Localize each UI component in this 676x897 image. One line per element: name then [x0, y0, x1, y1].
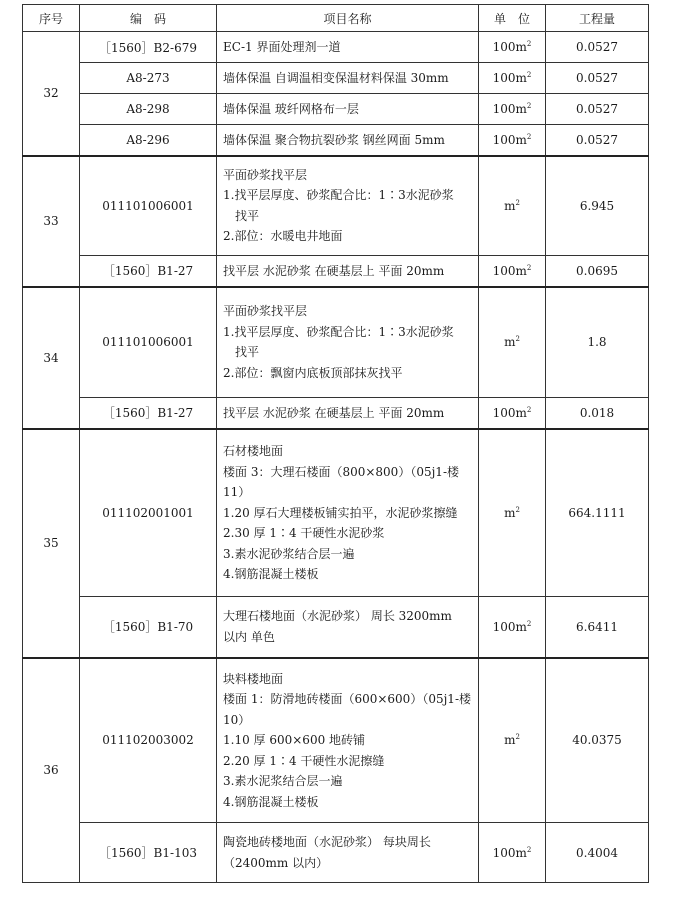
qty-cell: 0.0527 — [546, 32, 649, 63]
unit-cell — [479, 63, 546, 94]
name-line: 陶瓷地砖楼地面（水泥砂浆） 每块周长 — [223, 835, 431, 849]
name-cell — [217, 125, 479, 156]
unit-text: m — [504, 335, 516, 350]
unit-sup: 2 — [515, 335, 520, 344]
unit-text: 100m — [492, 71, 527, 85]
table-row — [23, 597, 649, 658]
unit-text: 100m — [492, 845, 527, 860]
table-row — [23, 256, 649, 287]
quantity-table — [22, 4, 649, 883]
name-line: 2.30 厚 1∶4 干硬性水泥砂浆 — [223, 526, 385, 540]
code-cell: 011102003002 — [80, 658, 217, 823]
unit-cell — [479, 287, 546, 398]
name-line: 墙体保温 聚合物抗裂砂浆 钢丝网面 5mm — [223, 132, 445, 147]
name-line: 1.找平层厚度、砂浆配合比：1∶3水泥砂浆 — [223, 188, 454, 203]
name-cell — [217, 823, 479, 883]
unit-text: 100m — [492, 263, 527, 278]
table-row — [23, 94, 649, 125]
qty-cell: 664.1111 — [546, 429, 649, 597]
header-unit: 单 位 — [479, 5, 546, 32]
name-line: （2400mm 以内） — [223, 855, 329, 870]
table-row — [23, 32, 649, 63]
unit-text: 100m — [492, 619, 527, 634]
name-line: 以内 单色 — [223, 629, 275, 644]
name-line: 墙体保温 玻纤网格布一层 — [223, 101, 359, 116]
unit-text: 100m — [492, 132, 527, 147]
name-line: 11） — [223, 485, 251, 499]
code-cell: A8-296 — [80, 125, 217, 156]
name-line: 平面砂浆找平层 — [223, 167, 308, 182]
name-line: 2.部位：水暖电井地面 — [223, 229, 343, 244]
seq-cell: 36 — [23, 658, 80, 883]
unit-cell — [479, 429, 546, 597]
qty-cell: 0.018 — [546, 398, 649, 429]
unit-cell — [479, 823, 546, 883]
name-line: EC-1 界面处理剂一道 — [223, 39, 341, 54]
name-line: 楼面 1：防滑地砖楼面（600×600）（05j1-楼 — [223, 692, 471, 706]
table-row — [23, 658, 649, 823]
name-line: 找平 — [235, 345, 260, 360]
name-line: 找平层 水泥砂浆 在硬基层上 平面 20mm — [223, 263, 445, 278]
unit-text: m — [504, 198, 516, 213]
unit-text: 100m — [492, 102, 527, 116]
qty-cell: 0.0695 — [546, 256, 649, 287]
qty-cell: 6.6411 — [546, 597, 649, 658]
unit-cell — [479, 256, 546, 287]
seq-cell: 33 — [23, 156, 80, 287]
qty-cell: 0.0527 — [546, 125, 649, 156]
unit-sup: 2 — [515, 198, 520, 207]
name-line: 4.钢筋混凝土楼板 — [223, 794, 319, 809]
name-line: 大理石楼地面（水泥砂浆） 周长 3200mm — [223, 609, 452, 624]
unit-sup: 2 — [526, 405, 532, 414]
unit-cell — [479, 156, 546, 256]
name-cell — [217, 597, 479, 658]
table-row — [23, 156, 649, 256]
name-line: 2.20 厚 1∶4 干硬性水泥擦缝 — [223, 753, 385, 768]
code-cell: 011102001001 — [80, 429, 217, 597]
unit-sup: 2 — [515, 505, 520, 514]
header-name: 项目名称 — [217, 5, 479, 32]
code-cell: 011101006001 — [80, 156, 217, 256]
table-row — [23, 398, 649, 429]
name-line: 石材楼地面 — [223, 444, 284, 458]
name-cell — [217, 398, 479, 429]
header-qty: 工程量 — [546, 5, 649, 32]
table-row — [23, 823, 649, 883]
unit-sup: 2 — [526, 263, 532, 272]
name-line: 块料楼地面 — [223, 671, 284, 686]
table-row — [23, 287, 649, 398]
name-line: 4.钢筋混凝土楼板 — [223, 567, 319, 581]
qty-cell: 40.0375 — [546, 658, 649, 823]
unit-sup: 2 — [526, 845, 532, 854]
name-cell — [217, 429, 479, 597]
table-row — [23, 429, 649, 597]
unit-text: 100m — [492, 40, 527, 54]
unit-sup: 2 — [526, 40, 532, 48]
unit-cell — [479, 398, 546, 429]
name-line: 10） — [223, 712, 251, 727]
name-line: 楼面 3：大理石楼面（800×800）（05j1-楼 — [223, 464, 459, 479]
unit-sup: 2 — [526, 132, 532, 141]
name-cell — [217, 658, 479, 823]
name-line: 找平层 水泥砂浆 在硬基层上 平面 20mm — [223, 405, 445, 420]
name-cell — [217, 63, 479, 94]
code-cell: ［1560］B2-679 — [80, 32, 217, 63]
code-cell: ［1560］B1-70 — [80, 597, 217, 658]
name-line: 墙体保温 自调温相变保温材料保温 30mm — [223, 70, 449, 85]
qty-cell: 6.945 — [546, 156, 649, 256]
unit-cell — [479, 658, 546, 823]
qty-cell: 0.4004 — [546, 823, 649, 883]
unit-sup: 2 — [526, 71, 532, 79]
header-row — [23, 5, 649, 32]
qty-cell: 0.0527 — [546, 63, 649, 94]
name-cell — [217, 156, 479, 256]
code-cell: A8-273 — [80, 63, 217, 94]
name-cell — [217, 256, 479, 287]
name-line: 1.10 厚 600×600 地砖铺 — [223, 733, 366, 747]
name-line: 1.找平层厚度、砂浆配合比：1∶3水泥砂浆 — [223, 324, 454, 339]
seq-cell: 32 — [23, 32, 80, 156]
seq-cell: 35 — [23, 429, 80, 658]
unit-text: 100m — [492, 405, 527, 420]
code-cell: 011101006001 — [80, 287, 217, 398]
name-cell — [217, 32, 479, 63]
code-cell: ［1560］B1-27 — [80, 398, 217, 429]
name-line: 1.20 厚石大理楼板铺实拍平，水泥砂浆擦缝 — [223, 505, 458, 520]
qty-cell: 0.0527 — [546, 94, 649, 125]
table-row — [23, 125, 649, 156]
name-line: 平面砂浆找平层 — [223, 304, 308, 319]
unit-cell — [479, 125, 546, 156]
unit-sup: 2 — [526, 619, 532, 628]
unit-text: m — [504, 505, 516, 520]
unit-cell — [479, 94, 546, 125]
unit-text: m — [504, 733, 516, 748]
header-code: 编 码 — [80, 5, 217, 32]
name-line: 找平 — [235, 208, 260, 223]
table-row — [23, 63, 649, 94]
qty-cell: 1.8 — [546, 287, 649, 398]
unit-sup: 2 — [515, 733, 520, 742]
code-cell: ［1560］B1-103 — [80, 823, 217, 883]
name-line: 3.素水泥砂浆结合层一遍 — [223, 546, 355, 561]
code-cell: A8-298 — [80, 94, 217, 125]
name-line: 2.部位：飘窗内底板顶部抹灰找平 — [223, 365, 403, 380]
seq-cell: 34 — [23, 287, 80, 429]
unit-cell — [479, 32, 546, 63]
name-cell — [217, 94, 479, 125]
name-cell — [217, 287, 479, 398]
name-line: 3.素水泥浆结合层一遍 — [223, 774, 343, 788]
unit-cell — [479, 597, 546, 658]
unit-sup: 2 — [526, 102, 532, 110]
code-cell: ［1560］B1-27 — [80, 256, 217, 287]
header-seq: 序号 — [23, 5, 80, 32]
